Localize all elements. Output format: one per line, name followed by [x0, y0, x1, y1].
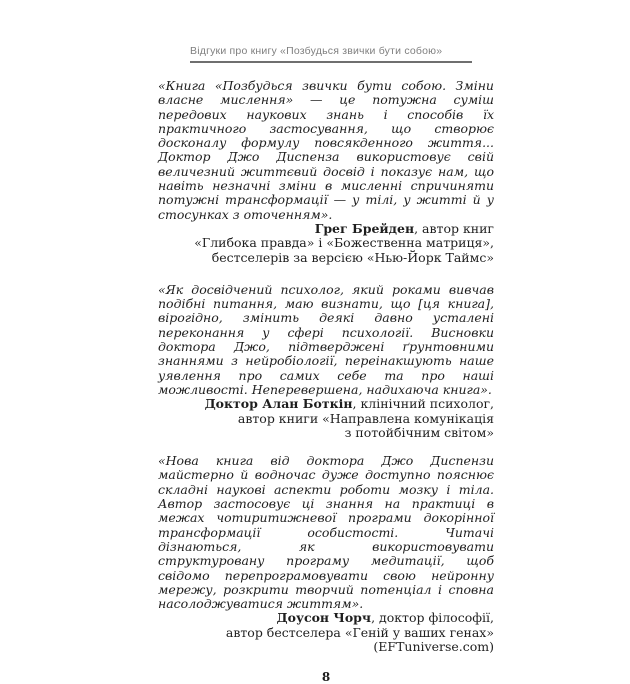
- review-block: [158, 283, 494, 440]
- attribution-line: з потойбічним світом»: [344, 424, 494, 440]
- review-quote: «Нова книга від доктора Джо Диспензи майстерно й водночас дуже доступно пояснює складні наукові аспекти роботи мозку і тіла. Автор застосовує ці знання на практиці в межах чотиритижневої програми докорінної трансформації особистості. Читачі дізнаються, як використовувати структуровану програму медитації, щоб свідомо перепрограмовувати свою нейронну мережу, розкрити творчий потенціал і сповна насолоджуватися життям».: [158, 453, 494, 612]
- review-author-suffix: , автор книг: [414, 220, 494, 236]
- attribution-line: [158, 611, 494, 625]
- page-number: 8: [321, 670, 331, 684]
- attribution-line: бестселерів за версією «Нью-Йорк Таймс»: [211, 249, 494, 265]
- review-block: [158, 454, 494, 654]
- review-attribution: [158, 222, 494, 265]
- review-author-suffix: , доктор філософії,: [371, 610, 494, 626]
- review-quote: «Як досвідчений психолог, який роками вивчав подібні питання, маю визнати, що [ця книга], вірогідно, змінить деякі давно усталені переконання у сфері психології. Висновки доктора Джо, підтверджені ґрунтовними знаннями з нейробіології, переінакшують наше уявлення про самих себе та про наші можливості. Неперевершена, надихаюча книга».: [158, 281, 494, 397]
- attribution-line: (EFTuniverse.com): [373, 638, 494, 654]
- review-quote: «Книга «Позбудься звички бути собою. Зміни власне мислення» — це потужна суміш передових наукових знань і способів їх практичного застосування, що створює досконалу формулу повсякденного життя... Доктор Джо Диспенза використовує свій величезний життєвий досвід і показує нам, що навіть незначні зміни в мисленні спричиняти потужні трансформації — у тілі, у житті й у стосунках з оточенням».: [158, 78, 494, 222]
- review-author-name: Грег Брейден: [314, 220, 415, 236]
- book-page: [0, 45, 630, 684]
- review-author-name: Доусон Чорч: [276, 610, 372, 626]
- attribution-line: автор бестселера «Геній у ваших генах»: [225, 624, 494, 640]
- review-attribution: [158, 611, 494, 654]
- attribution-line: «Глибока правда» і «Божественна матриця»,: [194, 235, 494, 251]
- page-content: [158, 79, 494, 684]
- review-author-suffix: , клінічний психолог,: [352, 396, 494, 412]
- running-head: [190, 45, 472, 63]
- attribution-line: автор книги «Направлена комунікація: [237, 410, 494, 426]
- review-block: [158, 79, 494, 265]
- running-head-title: Відгуки про книгу «Позбудься звички бути собою»: [190, 45, 443, 57]
- attribution-line: [158, 397, 494, 411]
- attribution-line: [158, 222, 494, 236]
- review-author-name: Доктор Алан Боткін: [204, 396, 353, 412]
- review-attribution: [158, 397, 494, 440]
